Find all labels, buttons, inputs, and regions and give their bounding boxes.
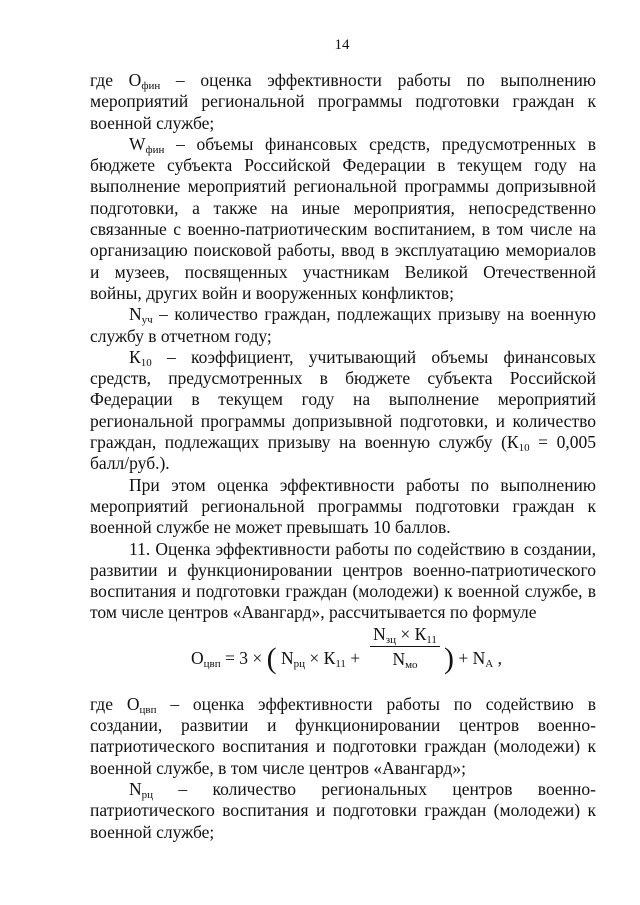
subscript: А [485, 657, 494, 670]
text: – коэффициент, учитывающий объемы финансовых средств, предусмотренных в бюджете субъекта Российской Федерации в текущем году на выполнение мероприятий региональной программы допризывной подготовки, и количество граждан, подлежащих призыву на военную службу (К [90, 346, 596, 453]
paragraph-max-score-note: При этом оценка эффективности работы по выполнению мероприятий региональной программы подготовки граждан к военной службе не может превышать 10 баллов. [90, 474, 596, 538]
text: N [373, 623, 386, 644]
subscript: цвп [139, 703, 157, 716]
text: W [129, 133, 146, 154]
formula-end: , [493, 647, 502, 668]
subscript: зц [385, 633, 396, 646]
document-page [90, 36, 596, 843]
formula-equals: = 3 × [220, 647, 267, 668]
paragraph-w-fin-definition [90, 134, 596, 304]
subscript: 11 [335, 657, 346, 670]
formula-left-part [191, 641, 361, 675]
subscript: фин [145, 143, 165, 156]
text: N [392, 649, 406, 670]
formula-close-paren: ) [444, 641, 454, 675]
page-number: 14 [334, 37, 350, 53]
paragraph-o-cvp-definition [90, 694, 596, 779]
text: N [129, 778, 142, 799]
paragraph-o-fin-definition [90, 70, 596, 134]
subscript: рц [293, 657, 306, 670]
subscript: рц [141, 788, 154, 801]
paragraph-n-rc-definition [90, 779, 596, 843]
fraction-bar [370, 646, 440, 647]
formula-numerator [370, 624, 440, 646]
formula-term-1: N [276, 647, 294, 668]
formula-denominator [370, 649, 440, 670]
subscript: 11 [426, 633, 437, 646]
paragraph-k10-definition [90, 347, 596, 475]
formula-right-part [444, 641, 502, 675]
text: где О [90, 693, 140, 714]
formula-open-paren: ( [266, 641, 277, 675]
text: N [129, 304, 142, 325]
text: – объемы финансовых средств, предусмотренных в бюджете субъекта Российской Федерации в текущем году на выполнение мероприятий региональной программы допризывной подготовки, а также на иные мероприятия, непосредственно связанные с военно-патриотическим воспитанием, в том числе на организацию поисковой работы, ввод в эксплуатацию мемориалов и музеев, посвященных участникам Великой Отечественной войны, других войн и вооруженных конфликтов; [90, 133, 596, 303]
text: где О [90, 70, 142, 90]
subscript: уч [141, 314, 153, 327]
text: К [129, 346, 141, 367]
paragraph-section-11: 11. Оценка эффективности работы по содействию в создании, развитии и функционировании центров военно-патриотического воспитания и подготовки граждан (молодежи) к военной службе, в том числе центров «Авангард», рассчитывается по формуле [90, 538, 596, 623]
text: – количество региональных центров военно-патриотического воспитания и подготовки граждан (молодежи) к военной службе; [90, 778, 596, 842]
text: – оценка эффективности работы по содействию в создании, развитии и функционировании центров военно-патриотического воспитания и подготовки граждан (молодежи) к военной службе, в том числе центров «Авангард»; [90, 693, 596, 778]
formula-fraction [370, 624, 440, 671]
formula-lhs: О [191, 647, 204, 668]
subscript: 10 [518, 442, 530, 455]
subscript: мо [405, 659, 418, 672]
text: = 0,005 балл/руб.). [90, 432, 597, 474]
subscript: фин [141, 80, 161, 92]
text: × К [395, 623, 427, 644]
subscript: 10 [140, 356, 152, 369]
text: – количество граждан, подлежащих призыву на военную службу в отчетном году; [90, 304, 596, 346]
paragraph-n-uch-definition [90, 304, 596, 347]
formula-term-3: + N [454, 647, 486, 668]
text: – оценка эффективности работы по выполнению мероприятий региональной программы подготовки граждан к военной службе; [90, 70, 596, 133]
formula-term-1-mult: × К [305, 647, 336, 668]
formula-o-cvp [90, 624, 596, 694]
formula-plus: + [345, 647, 361, 668]
subscript: цвп [203, 657, 221, 670]
